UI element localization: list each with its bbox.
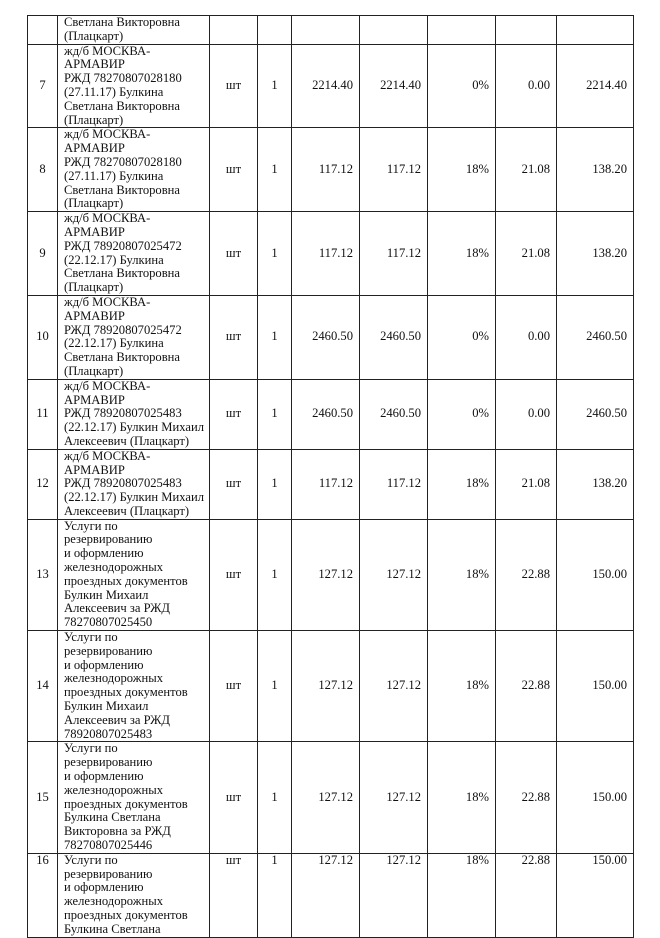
item-description-cell: жд/б МОСКВА-АРМАВИР РЖД 78270807028180 (27.11.17) Булкина Светлана Викторовна (Плацкарт) [58, 128, 210, 212]
row-number-cell [28, 16, 58, 45]
item-description-cell: жд/б МОСКВА-АРМАВИР РЖД 78920807025483 (22.12.17) Булкин Михаил Алексеевич (Плацкарт) [58, 449, 210, 519]
unit-cell: шт [210, 853, 258, 937]
vat-rate-cell [428, 16, 496, 45]
total-amount-cell: 2460.50 [557, 295, 634, 379]
table-row [28, 519, 634, 630]
unit-cell: шт [210, 742, 258, 853]
vat-amount-cell: 0.00 [496, 295, 557, 379]
total-amount-cell: 150.00 [557, 519, 634, 630]
total-amount-cell: 138.20 [557, 449, 634, 519]
quantity-cell: 1 [258, 519, 292, 630]
table-row [28, 449, 634, 519]
vat-amount-cell [496, 16, 557, 45]
unit-price-cell: 117.12 [292, 128, 360, 212]
row-number-cell: 13 [28, 519, 58, 630]
row-number-cell: 9 [28, 212, 58, 296]
unit-price-cell: 127.12 [292, 853, 360, 937]
total-amount-cell: 150.00 [557, 742, 634, 853]
unit-cell: шт [210, 295, 258, 379]
total-amount-cell: 138.20 [557, 128, 634, 212]
unit-price-cell: 127.12 [292, 519, 360, 630]
vat-rate-cell: 18% [428, 742, 496, 853]
item-description-cell: Услуги по резервированию и оформлению железнодорожных проездных документов Булкин Михаил Алексеевич за РЖД 78270807025450 [58, 519, 210, 630]
unit-cell: шт [210, 212, 258, 296]
invoice-items-table [27, 15, 634, 938]
amount-without-vat-cell: 127.12 [360, 853, 428, 937]
total-amount-cell: 2214.40 [557, 44, 634, 128]
item-description-cell: жд/б МОСКВА-АРМАВИР РЖД 78920807025472 (22.12.17) Булкина Светлана Викторовна (Плацкарт) [58, 212, 210, 296]
row-number-cell: 11 [28, 379, 58, 449]
quantity-cell: 1 [258, 212, 292, 296]
vat-amount-cell: 21.08 [496, 449, 557, 519]
unit-cell: шт [210, 128, 258, 212]
item-description-cell: жд/б МОСКВА-АРМАВИР РЖД 78920807025483 (22.12.17) Булкин Михаил Алексеевич (Плацкарт) [58, 379, 210, 449]
vat-amount-cell: 22.88 [496, 519, 557, 630]
amount-without-vat-cell: 2460.50 [360, 379, 428, 449]
vat-rate-cell: 18% [428, 128, 496, 212]
row-number-cell: 7 [28, 44, 58, 128]
unit-price-cell: 2460.50 [292, 295, 360, 379]
unit-price-cell: 2214.40 [292, 44, 360, 128]
vat-amount-cell: 22.88 [496, 742, 557, 853]
row-number-cell: 10 [28, 295, 58, 379]
unit-price-cell: 117.12 [292, 212, 360, 296]
vat-rate-cell: 0% [428, 379, 496, 449]
amount-without-vat-cell [360, 16, 428, 45]
unit-price-cell: 127.12 [292, 631, 360, 742]
item-description-cell: Услуги по резервированию и оформлению железнодорожных проездных документов Булкина Светлана Викторовна за РЖД 78270807025446 [58, 742, 210, 853]
vat-amount-cell: 22.88 [496, 853, 557, 937]
table-row [28, 16, 634, 45]
quantity-cell: 1 [258, 742, 292, 853]
unit-price-cell: 117.12 [292, 449, 360, 519]
unit-cell: шт [210, 44, 258, 128]
row-number-cell: 14 [28, 631, 58, 742]
table-row [28, 128, 634, 212]
item-description-cell: Услуги по резервированию и оформлению железнодорожных проездных документов Булкин Михаил Алексеевич за РЖД 78920807025483 [58, 631, 210, 742]
total-amount-cell [557, 16, 634, 45]
row-number-cell: 16 [28, 853, 58, 937]
unit-price-cell: 2460.50 [292, 379, 360, 449]
table-row [28, 295, 634, 379]
quantity-cell: 1 [258, 853, 292, 937]
table-row [28, 212, 634, 296]
quantity-cell: 1 [258, 449, 292, 519]
total-amount-cell: 150.00 [557, 853, 634, 937]
unit-cell [210, 16, 258, 45]
item-description-cell: жд/б МОСКВА-АРМАВИР РЖД 78920807025472 (22.12.17) Булкина Светлана Викторовна (Плацкарт) [58, 295, 210, 379]
row-number-cell: 12 [28, 449, 58, 519]
vat-amount-cell: 0.00 [496, 379, 557, 449]
vat-amount-cell: 21.08 [496, 128, 557, 212]
vat-rate-cell: 18% [428, 853, 496, 937]
vat-rate-cell: 0% [428, 44, 496, 128]
amount-without-vat-cell: 2460.50 [360, 295, 428, 379]
vat-amount-cell: 22.88 [496, 631, 557, 742]
row-number-cell: 8 [28, 128, 58, 212]
amount-without-vat-cell: 117.12 [360, 128, 428, 212]
table-row [28, 853, 634, 937]
amount-without-vat-cell: 117.12 [360, 212, 428, 296]
vat-rate-cell: 18% [428, 212, 496, 296]
amount-without-vat-cell: 127.12 [360, 631, 428, 742]
unit-cell: шт [210, 631, 258, 742]
table-row [28, 44, 634, 128]
vat-amount-cell: 21.08 [496, 212, 557, 296]
amount-without-vat-cell: 117.12 [360, 449, 428, 519]
vat-rate-cell: 18% [428, 519, 496, 630]
quantity-cell: 1 [258, 295, 292, 379]
row-number-cell: 15 [28, 742, 58, 853]
unit-price-cell: 127.12 [292, 742, 360, 853]
unit-cell: шт [210, 519, 258, 630]
quantity-cell [258, 16, 292, 45]
total-amount-cell: 2460.50 [557, 379, 634, 449]
amount-without-vat-cell: 2214.40 [360, 44, 428, 128]
table-row [28, 631, 634, 742]
item-description-cell: жд/б МОСКВА-АРМАВИР РЖД 78270807028180 (27.11.17) Булкина Светлана Викторовна (Плацкарт) [58, 44, 210, 128]
amount-without-vat-cell: 127.12 [360, 742, 428, 853]
vat-rate-cell: 0% [428, 295, 496, 379]
amount-without-vat-cell: 127.12 [360, 519, 428, 630]
quantity-cell: 1 [258, 44, 292, 128]
item-description-cell: Услуги по резервированию и оформлению железнодорожных проездных документов Булкина Светлана [58, 853, 210, 937]
item-description-cell: Светлана Викторовна (Плацкарт) [58, 16, 210, 45]
vat-rate-cell: 18% [428, 631, 496, 742]
unit-cell: шт [210, 379, 258, 449]
vat-rate-cell: 18% [428, 449, 496, 519]
total-amount-cell: 138.20 [557, 212, 634, 296]
quantity-cell: 1 [258, 631, 292, 742]
quantity-cell: 1 [258, 128, 292, 212]
vat-amount-cell: 0.00 [496, 44, 557, 128]
table-row [28, 379, 634, 449]
table-row [28, 742, 634, 853]
total-amount-cell: 150.00 [557, 631, 634, 742]
quantity-cell: 1 [258, 379, 292, 449]
unit-cell: шт [210, 449, 258, 519]
unit-price-cell [292, 16, 360, 45]
